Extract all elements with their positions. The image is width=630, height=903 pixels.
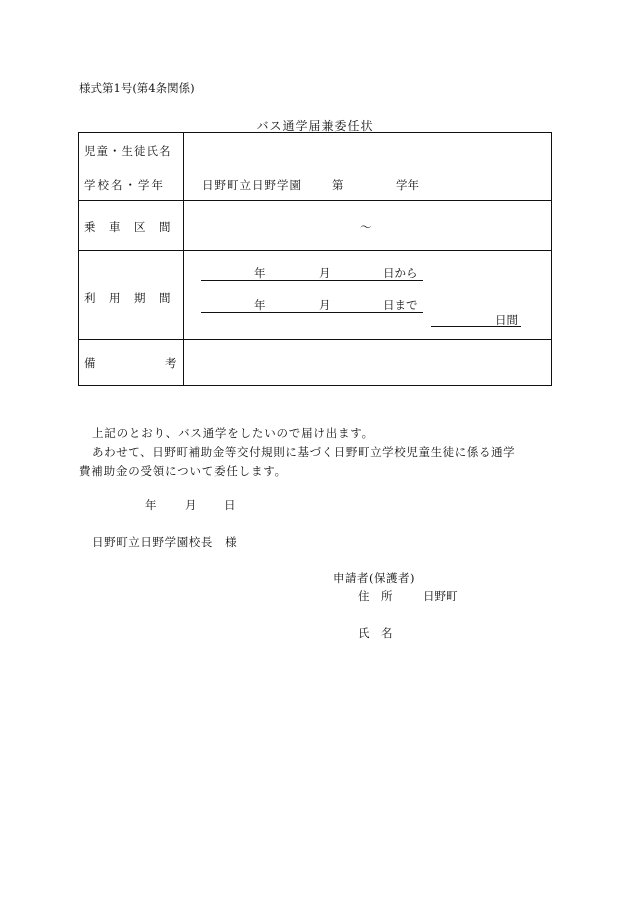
student-name-label: 児童・生徒氏名 <box>84 144 172 158</box>
applicant-heading: 申請者(保護者) <box>333 571 415 585</box>
addressee: 日野町立日野学園校長 様 <box>92 535 238 549</box>
body-line-2: あわせて、日野町補助金等交付規則に基づく日野町立学校児童生徒に係る通学 <box>92 445 516 459</box>
days-underline <box>431 326 521 327</box>
date-day: 日 <box>224 498 236 512</box>
school-grade-label: 学校名・学年 <box>84 178 165 192</box>
period-label: 利 用 期 間 <box>84 291 172 305</box>
remarks-label-left: 備 <box>84 356 96 370</box>
grade-suffix: 学年 <box>396 178 419 192</box>
row-divider <box>79 200 551 201</box>
name-label: 氏 名 <box>358 626 393 640</box>
to-year: 年 <box>254 298 266 312</box>
address-value: 日野町 <box>423 589 458 603</box>
route-label: 乗 車 区 間 <box>84 220 172 234</box>
row-divider <box>79 250 551 251</box>
date-year: 年 <box>145 498 157 512</box>
remarks-label-right: 考 <box>165 356 177 370</box>
body-line-1: 上記のとおり、バス通学をしたいので届け出ます。 <box>92 426 374 440</box>
address-label: 住 所 <box>358 589 393 603</box>
from-year: 年 <box>254 266 266 280</box>
from-underline <box>201 280 423 281</box>
to-month: 月 <box>319 298 331 312</box>
days-suffix: 日間 <box>495 313 518 327</box>
to-day: 日まで <box>383 298 418 312</box>
document-title: バス通学届兼委任状 <box>256 119 374 133</box>
school-name: 日野町立日野学園 <box>202 178 302 192</box>
body-line-3: 費補助金の受領について委任します。 <box>79 464 287 478</box>
to-underline <box>201 312 423 313</box>
grade-prefix: 第 <box>332 178 344 192</box>
from-day: 日から <box>383 266 418 280</box>
form-number: 様式第1号(第4条関係) <box>79 81 195 95</box>
route-separator: ～ <box>360 220 372 234</box>
from-month: 月 <box>319 266 331 280</box>
label-column <box>79 133 184 385</box>
form-table <box>78 132 552 386</box>
date-month: 月 <box>185 498 197 512</box>
row-divider <box>79 339 551 340</box>
